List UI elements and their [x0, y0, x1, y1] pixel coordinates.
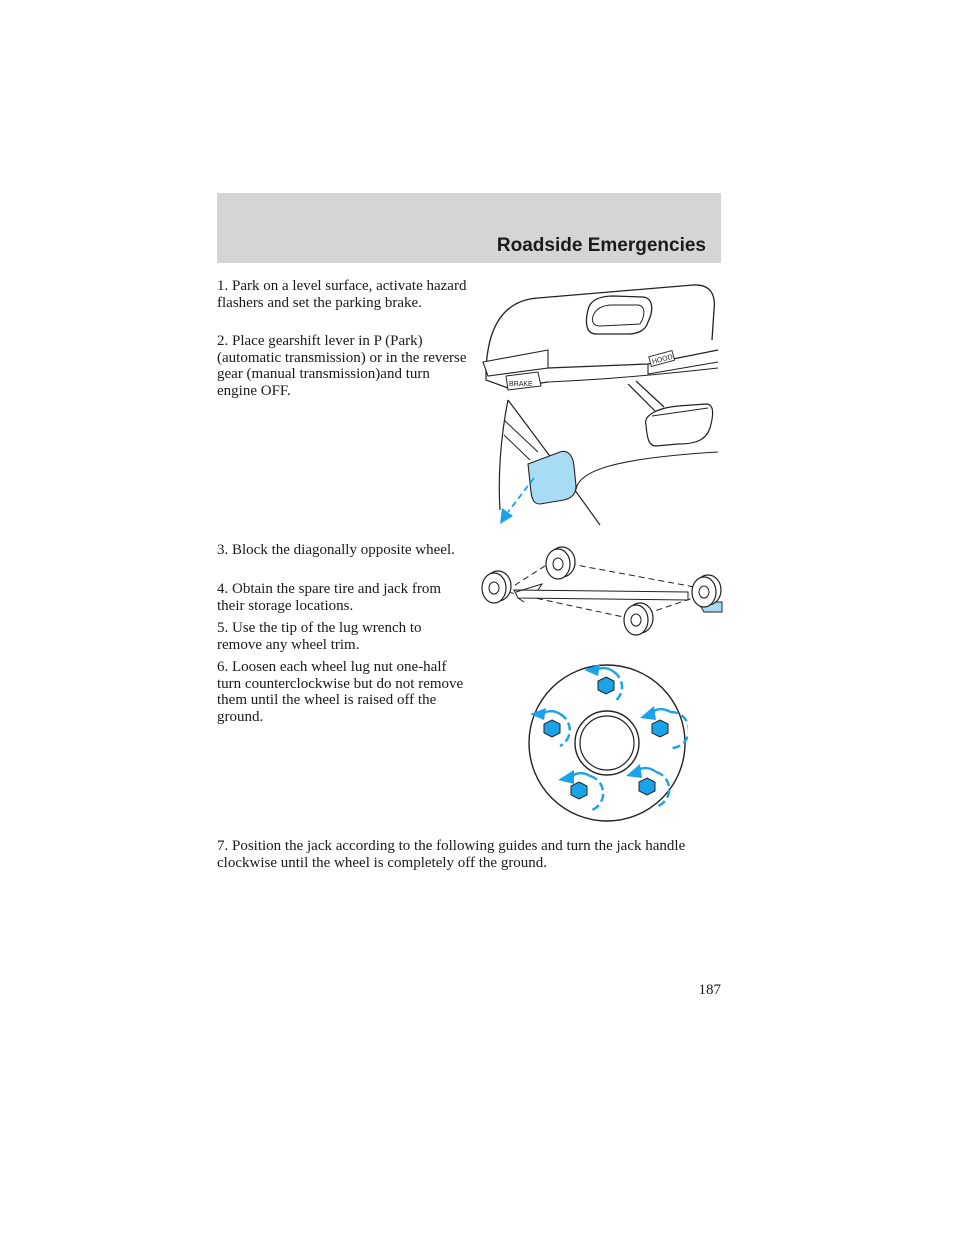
wheel-front-left [546, 547, 575, 579]
hood-label: HOOD [651, 353, 674, 366]
step-3: 3. Block the diagonally opposite wheel. [217, 542, 455, 558]
parking-brake-figure [478, 280, 723, 530]
page-number: 187 [698, 982, 721, 998]
wheel-rear-right [624, 603, 653, 635]
wheel-block-figure [478, 540, 724, 642]
step-7: 7. Position the jack according to the following guides and turn the jack handle clockwise until the wheel is completely off the ground. [217, 838, 686, 871]
brake-label: BRAKE [509, 381, 533, 388]
wheel-front-right [692, 575, 722, 612]
wheel-rear-left [482, 571, 511, 603]
section-header [217, 193, 721, 263]
lug-nut-figure [526, 660, 688, 824]
step-4: 4. Obtain the spare tire and jack from their storage locations. [217, 581, 442, 614]
step-5: 5. Use the tip of the lug wrench to remove any wheel trim. [217, 620, 422, 653]
step-1: 1. Park on a level surface, activate hazard flashers and set the parking brake. [217, 278, 467, 311]
section-title: Roadside Emergencies [496, 235, 706, 256]
step-2: 2. Place gearshift lever in P (Park) (automatic transmission) or in the reverse gear (manual transmission)and turn engine OFF. [217, 333, 467, 399]
step-6: 6. Loosen each wheel lug nut one-half turn counterclockwise but do not remove them until the wheel is raised off the ground. [217, 659, 464, 725]
